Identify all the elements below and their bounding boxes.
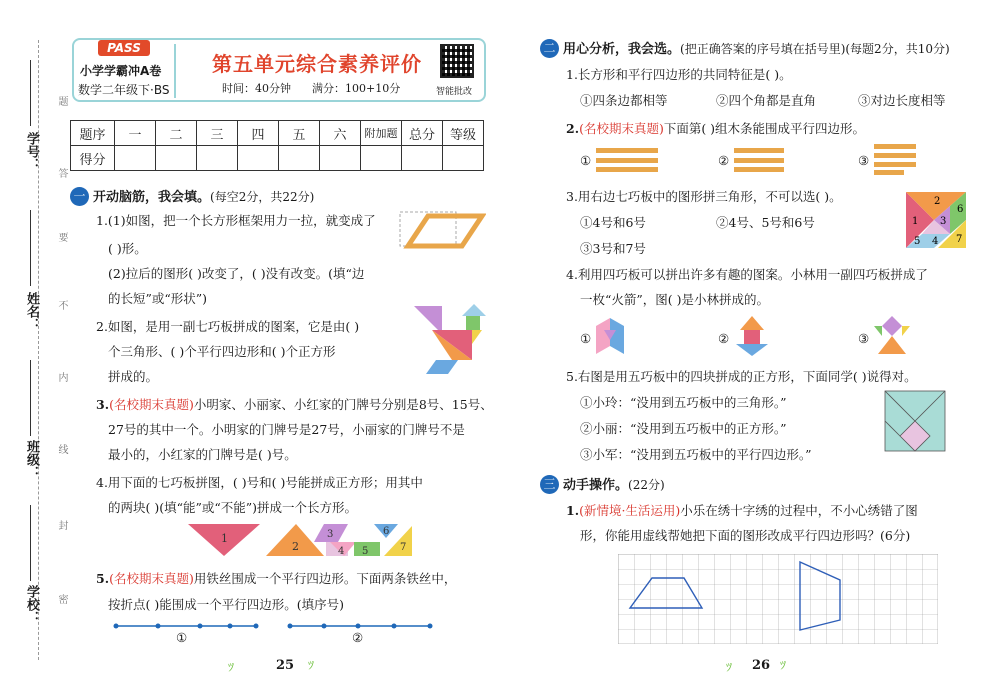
s2-q1-option[interactable]: ①四条边都相等: [580, 93, 668, 108]
section-badge: 一: [70, 187, 89, 206]
s2-q3-option[interactable]: ①4号和6号: [580, 215, 646, 230]
table-cell: 三: [197, 121, 238, 146]
grade-label: 数学二年级下·BS: [78, 83, 170, 97]
piece-label: 5: [362, 546, 369, 557]
piece-label: 4: [932, 236, 939, 247]
s2-q4-line-1: 4.利用四巧板可以拼出许多有趣的图案。小林用一副四巧板拼成了: [566, 267, 928, 282]
series-name: 小学学霸冲A卷: [80, 64, 162, 78]
leaf-icon: ﾂ: [726, 660, 733, 674]
q3-tag: (名校期末真题): [109, 397, 194, 412]
table-cell: 二: [156, 121, 197, 146]
piece-label: 6: [383, 526, 390, 537]
table-cell: 一: [115, 121, 156, 146]
student-number-line: [30, 60, 31, 126]
q5-line-2: 按折点( )能围成一个平行四边形。(填序号): [108, 597, 344, 612]
table-cell: 附加题: [361, 121, 402, 146]
s2-q5-option[interactable]: ③小军：“没用到五巧板中的平行四边形。”: [580, 447, 812, 462]
page-title: 第五单元综合素养评价: [212, 52, 422, 76]
school-label: 学校：: [24, 585, 39, 624]
time-label: 时间：40分钟: [222, 82, 291, 95]
pass-logo: PASS: [98, 40, 150, 56]
sticks-group-1: [594, 146, 664, 174]
score-input-cell[interactable]: [279, 146, 320, 171]
score-input-cell[interactable]: [197, 146, 238, 171]
leaf-icon: ﾂ: [308, 658, 315, 672]
q3-text: 小明家、小丽家、小红家的门牌号分别是8号、15号、: [193, 397, 493, 412]
piece-label: 1: [912, 216, 919, 227]
s2-q2-option[interactable]: ③: [858, 153, 870, 168]
piece-label: 2: [292, 540, 299, 553]
sticks-group-3: [872, 142, 922, 176]
s2-q1-text: 1.长方形和平行四边形的共同特征是( )。: [566, 67, 792, 82]
piece-label: 4: [338, 546, 345, 557]
q1-line-3: (2)拉后的图形( )改变了，( )没有改变。(填“边: [108, 266, 365, 281]
right-page: [500, 0, 1000, 696]
q3-line-2: 27号的其中一个。小明家的门牌号是27号，小丽家的门牌号不是: [108, 422, 465, 437]
piece-label: 3: [327, 529, 334, 540]
score-table: [70, 120, 484, 171]
score-input-cell[interactable]: [361, 146, 402, 171]
table-cell: 六: [320, 121, 361, 146]
piece-label: 1: [221, 532, 228, 545]
s3-q1-line-1: 1.(新情境·生活运用)小乐在绣十字绣的过程中，不小心绣错了图: [566, 503, 918, 518]
qr-code-icon: [440, 44, 474, 78]
section-badge: 二: [540, 39, 559, 58]
cross-stitch-grid[interactable]: [618, 554, 938, 644]
s2-q3-text: 3.用右边七巧板中的图形拼三角形，不可以选( )。: [566, 189, 842, 204]
s2-q4-option[interactable]: ③: [858, 331, 870, 346]
s3-q1-line-2: 形，你能用虚线帮她把下面的图形改成平行四边形吗？(6分): [580, 528, 911, 543]
binding-mark: 答: [56, 168, 67, 178]
s2-q2-question: 下面第( )组木条能围成平行四边形。: [663, 121, 866, 136]
s3-q1-text: 小乐在绣十字绣的过程中，不小心绣错了图: [680, 503, 918, 518]
score-input-cell[interactable]: [156, 146, 197, 171]
binding-mark: 要: [56, 232, 67, 242]
s2-q3-option[interactable]: ③3号和7号: [580, 241, 646, 256]
score-input-cell[interactable]: [238, 146, 279, 171]
piece-label: 3: [940, 216, 947, 227]
school-line: [30, 505, 31, 581]
rocket-figure-3: [872, 314, 912, 358]
q1-line-2: ( )形。: [108, 241, 147, 256]
piece-label: 7: [400, 542, 407, 553]
header-divider: [174, 44, 176, 98]
score-input-cell[interactable]: [443, 146, 484, 171]
class-line: [30, 360, 31, 436]
tangram-rooster-figure: [412, 300, 494, 376]
q2-line-1: 2.如图，是用一副七巧板拼成的图案，它是由( ): [96, 319, 360, 334]
s2-q2-tag: (名校期末真题): [579, 121, 664, 136]
score-table-header-row: [71, 121, 484, 146]
section-title: 开动脑筋，我会填。: [93, 190, 211, 205]
s2-q5-option[interactable]: ①小玲：“没用到五巧板中的三角形。”: [580, 395, 787, 410]
q1-line-1: 1.(1)如图，把一个长方形框架用力一拉，就变成了: [96, 213, 376, 228]
q4-line-2: 的两块( )(填“能”或“不能”)拼成一个长方形。: [108, 500, 358, 515]
five-piece-square-figure: [884, 390, 946, 452]
q2-line-2: 个三角形、( )个平行四边形和( )个正方形: [108, 344, 336, 359]
s2-q3-option[interactable]: ②4号、5号和6号: [716, 215, 815, 230]
s2-q4-option[interactable]: ①: [580, 331, 592, 346]
section-title: 动手操作。: [563, 478, 629, 493]
wire-1-label: ①: [176, 630, 188, 645]
s2-q2-option[interactable]: ①: [580, 153, 592, 168]
frame-parallelogram-figure: [394, 208, 486, 258]
piece-label: 6: [957, 204, 964, 215]
tangram-square-figure: [904, 190, 970, 250]
section-note: (每空2分，共22分): [210, 190, 315, 204]
s2-q4-line-2: 一枚“火箭”，图( )是小林拼成的。: [580, 292, 770, 307]
q3-line-3: 最小的，小红家的门牌号是( )号。: [108, 447, 297, 462]
q5-tag: (名校期末真题): [109, 571, 194, 586]
table-cell: 总分: [402, 121, 443, 146]
leaf-icon: ﾂ: [780, 658, 787, 672]
rocket-figure-1: [594, 316, 628, 358]
section-title: 用心分析，我会选。: [563, 42, 681, 57]
score-input-cell[interactable]: [402, 146, 443, 171]
s2-q5-option[interactable]: ②小丽：“没用到五巧板中的正方形。”: [580, 421, 787, 436]
name-label: 姓名：: [24, 292, 39, 331]
student-number-label: 学号：: [24, 132, 39, 171]
tangram-pieces-figure: [184, 520, 420, 560]
s2-q1-option[interactable]: ③对边长度相等: [858, 93, 946, 108]
table-cell: 四: [238, 121, 279, 146]
qr-caption: 智能批改: [436, 87, 473, 97]
piece-label: 5: [914, 236, 921, 247]
binding-mark: 封: [56, 520, 67, 530]
class-label: 班级：: [24, 440, 39, 479]
s2-q1-option[interactable]: ②四个角都是直角: [716, 93, 817, 108]
section-note: (22分): [628, 478, 665, 492]
piece-label: 7: [956, 234, 963, 245]
score-input-cell[interactable]: [320, 146, 361, 171]
full-score-label: 满分：100+10分: [312, 82, 401, 95]
q1-line-4: 的长短”或“形状”): [108, 291, 208, 306]
section-note: (把正确答案的序号填在括号里)(每题2分，共10分): [680, 42, 950, 56]
score-input-cell[interactable]: [115, 146, 156, 171]
piece-label: 2: [934, 196, 941, 207]
q3-line-1: 3.(名校期末真题)小明家、小丽家、小红家的门牌号分别是8号、15号、: [96, 397, 493, 412]
q4-line-1: 4.用下面的七巧板拼图，( )号和( )号能拼成正方形；用其中: [96, 475, 423, 490]
leaf-icon: ﾂ: [228, 660, 235, 674]
wire-figures: [110, 618, 440, 634]
section-1-heading: [70, 186, 314, 206]
q5-text: 用铁丝围成一个平行四边形。下面两条铁丝中，: [193, 571, 457, 586]
s2-q2-text: 2.(名校期末真题)下面第( )组木条能围成平行四边形。: [566, 121, 866, 136]
binding-mark: 题: [56, 96, 67, 106]
s3-q1-tag: (新情境·生活运用): [579, 503, 681, 518]
table-cell: 题序: [71, 121, 115, 146]
table-cell: 等级: [443, 121, 484, 146]
rocket-figure-2: [732, 314, 772, 358]
s2-q2-option[interactable]: ②: [718, 153, 730, 168]
score-table-score-row: [71, 146, 484, 171]
wire-2-label: ②: [352, 630, 364, 645]
sticks-group-2: [732, 146, 802, 174]
s2-q5-text: 5.右图是用五巧板中的四块拼成的正方形，下面同学( )说得对。: [566, 369, 917, 384]
q5-line-1: 5.(名校期末真题)用铁丝围成一个平行四边形。下面两条铁丝中，: [96, 571, 457, 586]
table-cell: 得分: [71, 146, 115, 171]
page-number-right: 26: [752, 658, 771, 673]
s2-q4-option[interactable]: ②: [718, 331, 730, 346]
section-badge: 三: [540, 475, 559, 494]
name-line: [30, 210, 31, 286]
binding-mark: 密: [56, 594, 67, 604]
binding-mark: 不: [56, 300, 67, 310]
section-2-heading: [540, 38, 950, 58]
binding-mark: 线: [56, 444, 67, 454]
section-3-heading: [540, 474, 665, 494]
page-number-left: 25: [276, 658, 295, 673]
table-cell: 五: [279, 121, 320, 146]
binding-mark: 内: [56, 372, 67, 382]
q2-line-3: 拼成的。: [108, 369, 159, 384]
